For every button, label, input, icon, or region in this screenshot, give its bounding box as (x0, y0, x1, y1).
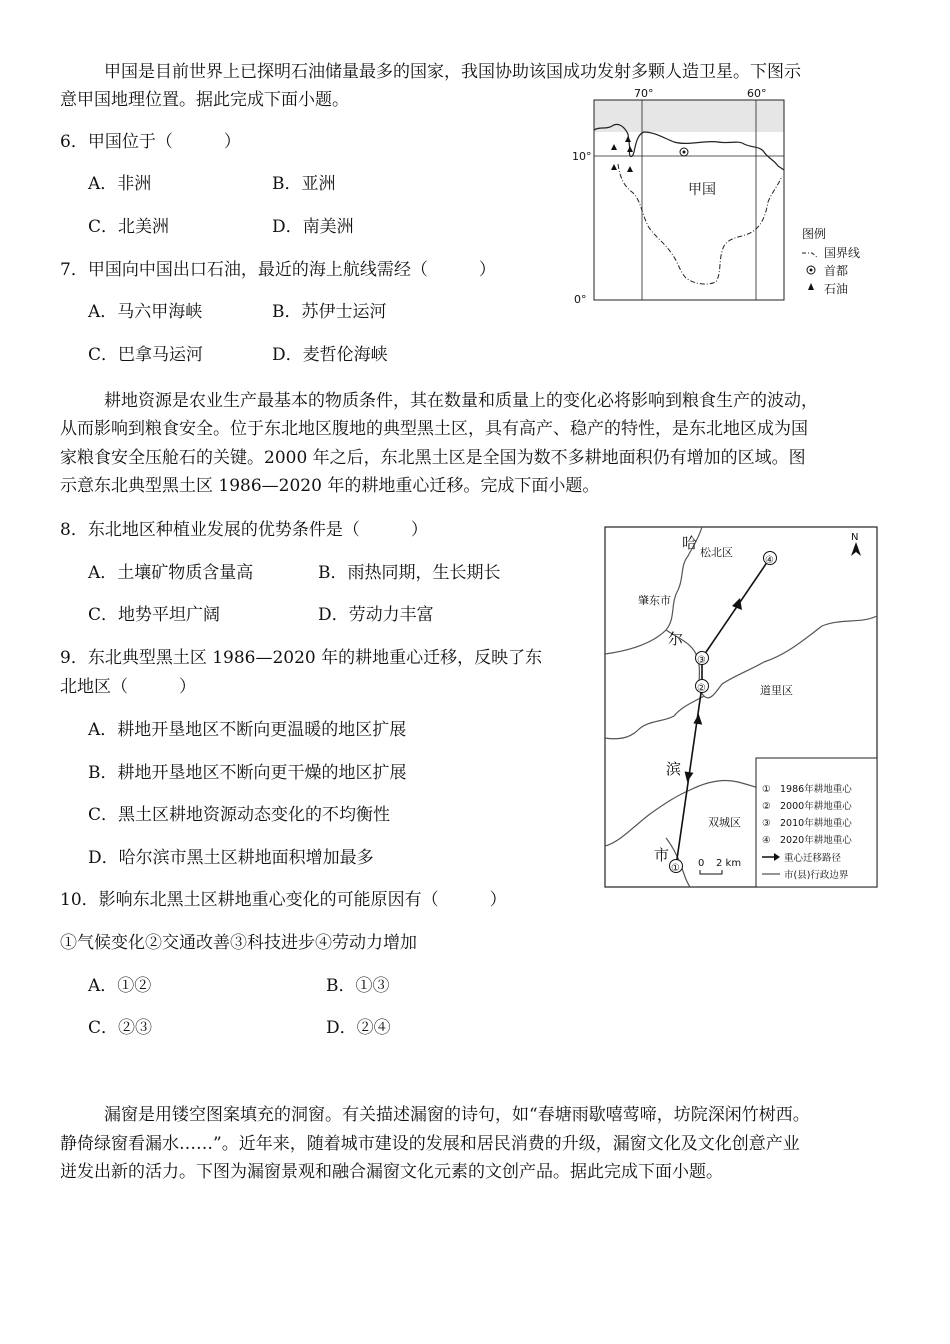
marker-3-label: ③ (697, 655, 706, 666)
q10-option-b[interactable]: B．①③ (326, 976, 390, 996)
oil-icon (625, 136, 631, 142)
intro2-line2: 从而影响到粮食安全。位于东北地区腹地的典型黑土区，具有高产、稳产的特性，是东北地区成为国 (60, 419, 808, 439)
city-char-bin: 滨 (666, 760, 682, 778)
country-location-map (568, 86, 888, 308)
q9-option-c[interactable]: C．黑土区耕地资源动态变化的不均衡性 (88, 805, 391, 825)
q7-option-d[interactable]: D．麦哲伦海峡 (272, 345, 388, 365)
oil-icon (611, 144, 617, 150)
scale-value: 2 km (716, 858, 742, 869)
intro3-line1: 漏窗是用镂空图案填充的洞窗。有关描述漏窗的诗句，如“春塘雨歇嘻莺啼，坊院深闲竹树西。 (104, 1105, 810, 1125)
q9-stem-line1: 9．东北典型黑土区 1986—2020 年的耕地重心迁移，反映了东 (60, 648, 543, 668)
intro2-line3: 家粮食安全压舱石的关键。2000 年之后，东北黑土区是全国为数不多耕地面积仍有增加的区域。图 (60, 448, 806, 468)
district-songbei: 松北区 (700, 546, 733, 559)
lon-60-label: 60° (747, 87, 767, 100)
intro1-line1: 甲国是目前世界上已探明石油储量最多的国家，我国协助该国成功发射多颗人造卫星。下图示 (104, 62, 801, 82)
legend-oil-label: 石油 (824, 282, 849, 296)
cropland-centroid-map (604, 526, 882, 890)
marker-1-label: ① (671, 863, 680, 874)
lat-10-label: 10° (572, 150, 592, 163)
q10-option-d[interactable]: D．②④ (326, 1018, 391, 1038)
oil-icon (627, 146, 633, 152)
legend-2000: ② 2000年耕地重心 (762, 801, 852, 812)
q8-option-c[interactable]: C．地势平坦广阔 (88, 605, 221, 625)
marker-4-label: ④ (765, 555, 774, 566)
lat-0-label: 0° (574, 293, 587, 306)
oil-icon (627, 166, 633, 172)
q7-option-a[interactable]: A．马六甲海峡 (88, 302, 203, 322)
district-daoli: 道里区 (760, 684, 793, 697)
legend-border-label: 国界线 (824, 246, 861, 260)
oil-icon (611, 164, 617, 170)
city-char-ha: 哈 (682, 534, 698, 552)
q8-option-b[interactable]: B．雨热同期，生长期长 (318, 563, 501, 583)
legend-title: 图例 (802, 227, 827, 241)
q6-stem: 6．甲国位于（ ） (60, 132, 241, 152)
intro2-line4: 示意东北典型黑土区 1986—2020 年的耕地重心迁移。完成下面小题。 (60, 476, 600, 496)
country-label: 甲国 (688, 182, 716, 198)
district-zhaodong: 肇东市 (638, 594, 671, 607)
legend-oil-icon (808, 283, 814, 290)
q8-stem: 8．东北地区种植业发展的优势条件是（ ） (60, 520, 428, 540)
q8-option-d[interactable]: D．劳动力丰富 (318, 605, 434, 625)
q6-option-c[interactable]: C．北美洲 (88, 217, 170, 237)
intro1-line2: 意甲国地理位置。据此完成下面小题。 (60, 90, 349, 110)
q6-option-a[interactable]: A．非洲 (88, 174, 152, 194)
lon-70-label: 70° (634, 87, 654, 100)
marker-2-label: ② (697, 683, 706, 694)
q10-option-c[interactable]: C．②③ (88, 1018, 153, 1038)
q6-option-d[interactable]: D．南美洲 (272, 217, 354, 237)
q7-option-b[interactable]: B．苏伊士运河 (272, 302, 387, 322)
legend-2010: ③ 2010年耕地重心 (762, 818, 852, 829)
q10-stem: 10．影响东北黑土区耕地重心变化的可能原因有（ ） (60, 890, 507, 910)
legend-border-swatch (802, 253, 818, 258)
q9-option-d[interactable]: D．哈尔滨市黑土区耕地面积增加最多 (88, 848, 374, 868)
q10-factors: ①气候变化②交通改善③科技进步④劳动力增加 (60, 933, 417, 953)
legend-2020: ④ 2020年耕地重心 (762, 835, 852, 846)
legend-boundary-label: 市(县)行政边界 (784, 870, 849, 881)
q7-option-c[interactable]: C．巴拿马运河 (88, 345, 204, 365)
q10-option-a[interactable]: A．①② (88, 976, 152, 996)
legend-path-label: 重心迁移路径 (784, 853, 842, 864)
intro3-line3: 迸发出新的活力。下图为漏窗景观和融合漏窗文化元素的文创产品。据此完成下面小题。 (60, 1162, 723, 1182)
city-char-er: 尔 (668, 630, 684, 648)
q6-option-b[interactable]: B．亚洲 (272, 174, 336, 194)
legend-1986: ① 1986年耕地重心 (762, 784, 852, 795)
intro3-line2: 静倚绿窗看漏水……”。近年来，随着城市建设的发展和居民消费的升级，漏窗文化及文化创意产业 (60, 1134, 800, 1154)
q9-option-b[interactable]: B．耕地开垦地区不断向更干燥的地区扩展 (88, 763, 407, 783)
q8-option-a[interactable]: A．土壤矿物质含量高 (88, 563, 254, 583)
q7-stem: 7．甲国向中国出口石油，最近的海上航线需经（ ） (60, 260, 496, 280)
district-shuangcheng: 双城区 (708, 816, 741, 829)
north-label: N (851, 532, 859, 543)
scale-zero: 0 (698, 858, 705, 869)
intro2-line1: 耕地资源是农业生产最基本的物质条件，其在数量和质量上的变化必将影响到粮食生产的波动， (104, 391, 818, 411)
q9-stem-line2: 北地区（ ） (60, 677, 196, 697)
city-char-shi: 市 (654, 846, 670, 864)
legend-capital-label: 首都 (824, 264, 849, 278)
q9-option-a[interactable]: A．耕地开垦地区不断向更温暖的地区扩展 (88, 720, 407, 740)
